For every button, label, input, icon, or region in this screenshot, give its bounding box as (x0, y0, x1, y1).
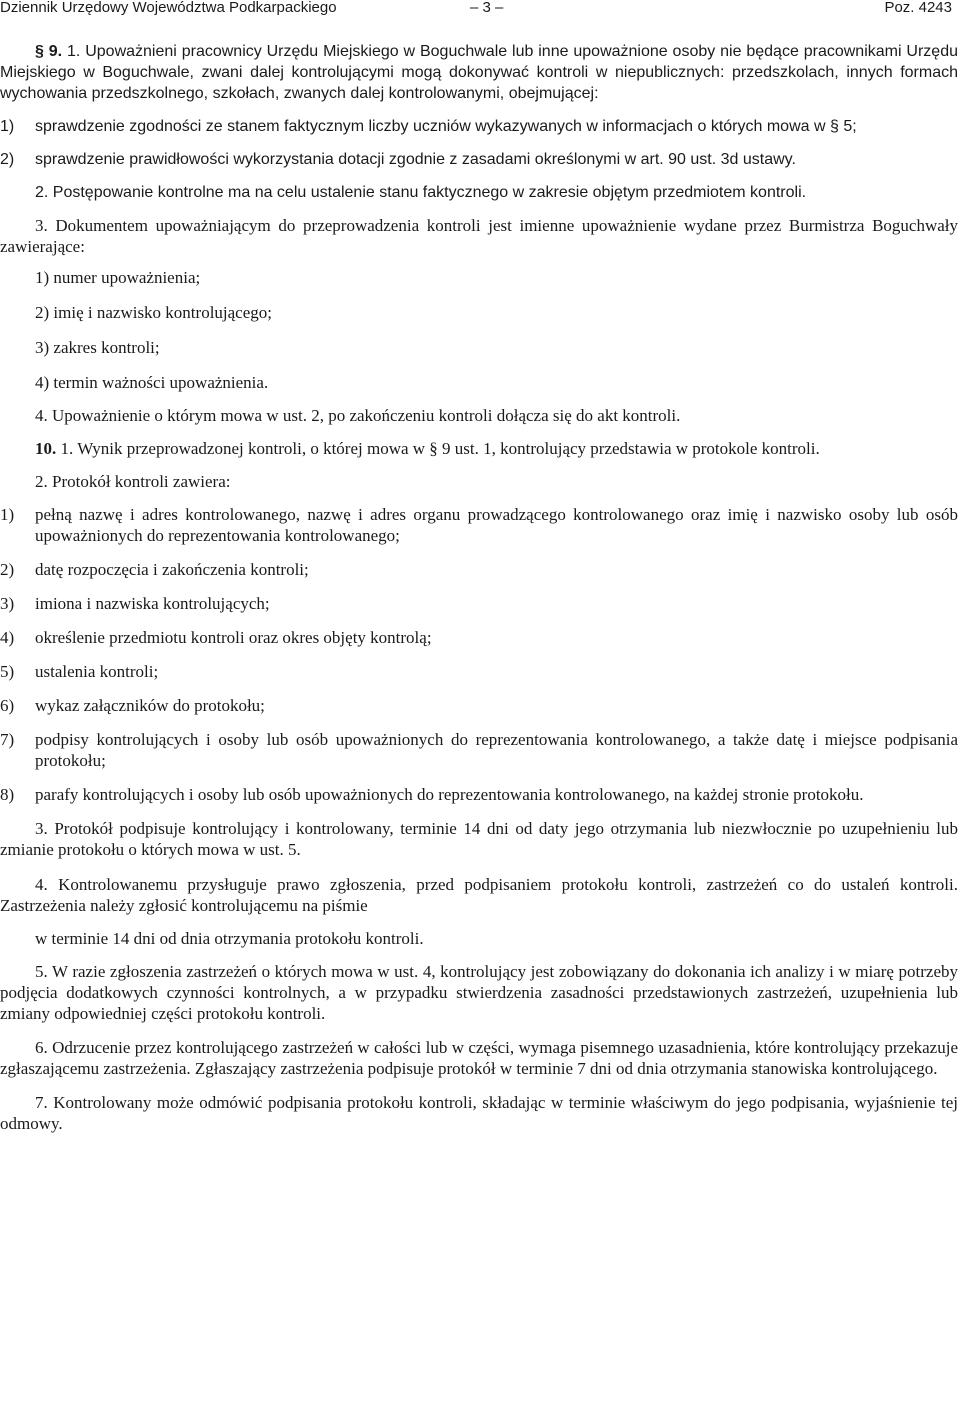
paragraph-10-5: 5. W razie zgłoszenia zastrzeżeń o których mowa w ust. 4, kontrolujący jest zobowiązany do dokonania ich analizy i w miarę potrzeby podjęcia dodatkowych czynności kontrolnych, a w przypadku stwierdzenia zasadności przedstawionych zastrzeżeń, uzupełnienia lub zmiany odpowiedniej części protokołu kontroli. (0, 962, 958, 1023)
page-header (0, 0, 960, 20)
paragraph-10-6: 6. Odrzucenie przez kontrolującego zastrzeżeń w całości lub w części, wymaga pisemnego uzasadnienia, które kontrolujący przekazuje zgłaszającemu zastrzeżenia. Zgłaszający zastrzeżenia podpisuje protokół w terminie 7 dni od dnia otrzymania stanowiska kontrolującego. (0, 1038, 958, 1078)
authorization-contents-list (0, 267, 958, 393)
paragraph-9-2: 2. Postępowanie kontrolne ma na celu ustalenie stanu faktycznego w zakresie objętym przedmiotem kontroli. (35, 184, 807, 201)
list-text: parafy kontrolujących i osoby lub osób upoważnionych do reprezentowania kontrolowanego, na każdej stronie protokołu. (35, 785, 864, 804)
list-number: 1) (0, 505, 15, 524)
list-item-9-1-1 (0, 116, 958, 137)
list-item: 3) zakres kontroli; (35, 338, 160, 357)
list-text: datę rozpoczęcia i zakończenia kontroli; (35, 560, 309, 579)
list-item: 1) numer upoważnienia; (35, 268, 201, 287)
list-number: 8) (0, 785, 15, 804)
list-item (0, 559, 958, 580)
list-number: 6) (0, 696, 15, 715)
list-item (0, 729, 958, 771)
paragraph-9-4: 4. Upoważnienie o którym mowa w ust. 2, po zakończeniu kontroli dołącza się do akt kontroli. (35, 406, 681, 425)
list-text: sprawdzenie prawidłowości wykorzystania dotacji zgodnie z zasadami określonymi w art. 90 ust. 3d ustawy. (35, 151, 796, 168)
paragraph-10-1-text: 1. Wynik przeprowadzonej kontroli, o której mowa w § 9 ust. 1, kontrolujący przedstawia w protokole kontroli. (56, 439, 820, 458)
list-text: podpisy kontrolujących i osoby lub osób upoważnionych do reprezentowania kontrolowanego, a także datę i miejsce podpisania protokołu; (35, 730, 958, 770)
list-text: sprawdzenie zgodności ze stanem faktycznym liczby uczniów wykazywanych w informacjach o których mowa w § 5; (35, 118, 857, 135)
list-text: pełną nazwę i adres kontrolowanego, nazwę i adres organu prowadzącego kontrolowanego oraz imię i nazwisko osoby lub osób upoważnionych do reprezentowania kontrolowanego; (35, 505, 958, 545)
paragraph-10-7: 7. Kontrolowany może odmówić podpisania protokołu kontroli, składając w terminie właściwym do jego podpisania, wyjaśnienie tej odmowy. (0, 1093, 958, 1133)
list-item (0, 661, 958, 682)
list-text: imiona i nazwiska kontrolujących; (35, 594, 270, 613)
list-item (0, 627, 958, 648)
paragraph-10-4: 4. Kontrolowanemu przysługuje prawo zgłoszenia, przed podpisaniem protokołu kontroli, zastrzeżeń co do ustaleń kontroli. Zastrzeżenia należy zgłosić kontrolującemu na piśmie (0, 875, 958, 915)
list-number: 3) (0, 594, 15, 613)
list-item: 2) imię i nazwisko kontrolującego; (35, 303, 272, 322)
paragraph-10-3: 3. Protokół podpisuje kontrolujący i kontrolowany, terminie 14 dni od daty jego otrzymania lub niezwłocznie po uzupełnieniu lub zmianie protokołu o których mowa w ust. 5. (0, 819, 958, 859)
journal-title: Dziennik Urzędowy Województwa Podkarpackiego (0, 0, 337, 16)
paragraph-10-4-continuation: w terminie 14 dni od dnia otrzymania protokołu kontroli. (35, 929, 424, 948)
section-9-heading: § 9. (35, 43, 63, 60)
list-item (0, 593, 958, 614)
paragraph-9-1 (0, 41, 958, 104)
list-number: 2) (0, 560, 15, 579)
page-number: – 3 – (470, 0, 504, 16)
list-item-9-1-2 (0, 149, 958, 170)
list-item (0, 695, 958, 716)
list-item (0, 784, 958, 805)
list-number: 1) (0, 118, 15, 135)
document-body (0, 30, 958, 1134)
list-text: ustalenia kontroli; (35, 662, 159, 681)
list-number: 4) (0, 628, 15, 647)
list-number: 5) (0, 662, 15, 681)
list-item (0, 504, 958, 546)
list-text: wykaz załączników do protokołu; (35, 696, 265, 715)
section-10-heading: 10. (35, 439, 57, 458)
paragraph-10-1 (0, 438, 958, 459)
protocol-contents-list (0, 504, 958, 805)
list-item: 4) termin ważności upoważnienia. (35, 373, 269, 392)
paragraph-9-3: 3. Dokumentem upoważniającym do przeprowadzenia kontroli jest imienne upoważnienie wydane przez Burmistrza Boguchwały zawierające: (0, 216, 958, 256)
position-number: Poz. 4243 (884, 0, 952, 16)
list-number: 2) (0, 151, 15, 168)
list-text: określenie przedmiotu kontroli oraz okres objęty kontrolą; (35, 628, 432, 647)
paragraph-10-2: 2. Protokół kontroli zawiera: (35, 472, 231, 491)
list-number: 7) (0, 730, 15, 749)
paragraph-9-1-text: 1. Upoważnieni pracownicy Urzędu Miejskiego w Boguchwale lub inne upoważnione osoby nie będące pracownikami Urzędu Miejskiego w Boguchwale, zwani dalej kontrolującymi mogą dokonywać kontroli w niepublicznych: przedszkolach, innych formach wychowania przedszkolnego, szkołach, zwanych dalej kontrolowanymi, obejmującej: (0, 43, 958, 102)
